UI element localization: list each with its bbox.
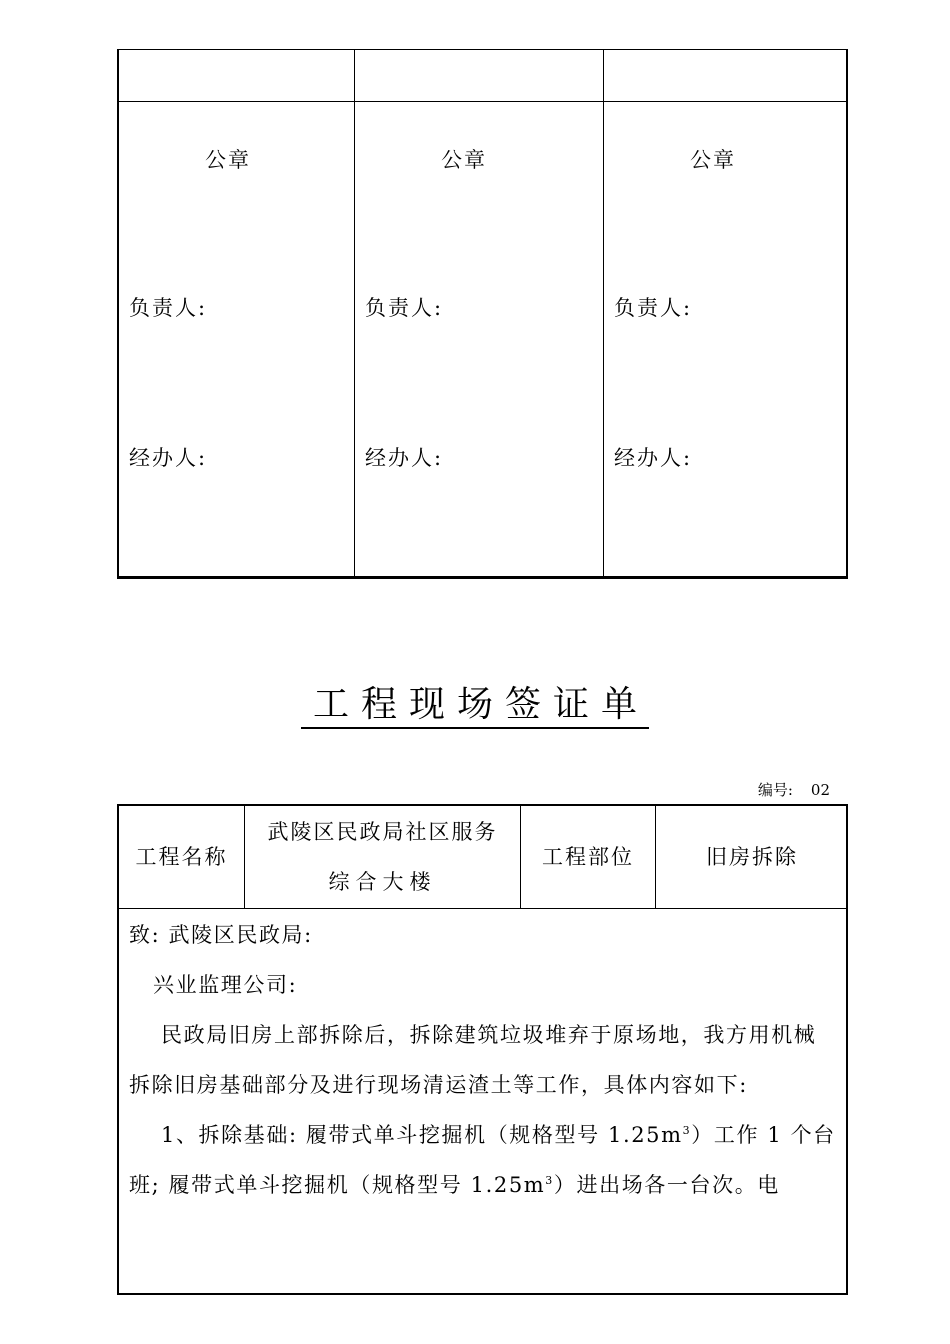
serial-value: 02	[810, 781, 830, 799]
project-name-label: 工程名称	[135, 845, 228, 869]
project-part-value: 旧房拆除	[706, 845, 798, 869]
addressee-line: 致: 武陵区民政局:	[129, 923, 313, 947]
signature-cell	[119, 102, 354, 576]
visa-body	[129, 910, 836, 1210]
serial-number	[758, 779, 830, 800]
seal-label: 公章	[205, 148, 251, 172]
responsible-label: 负责人:	[365, 296, 444, 320]
responsible-label: 负责人:	[614, 296, 693, 320]
handler-label: 经办人:	[129, 446, 208, 470]
document-title: 工程现场签证单	[0, 676, 950, 727]
handler-label: 经办人:	[614, 446, 693, 470]
seal-label: 公章	[441, 148, 487, 172]
cc-line: 兴业监理公司:	[153, 973, 298, 997]
project-name-value: 武陵区民政局社区服务 综合大楼	[267, 820, 498, 894]
responsible-label: 负责人:	[129, 296, 208, 320]
serial-label: 编号:	[757, 781, 793, 799]
handler-label: 经办人:	[365, 446, 444, 470]
project-part-label: 工程部位	[542, 845, 634, 869]
item-1-paragraph: 1、拆除基础: 履带式单斗挖掘机（规格型号 $1.25m^3$）工作 1 个台班; 履带式单斗挖掘机（规格型号 $1.25m^3$）进出场各一台次。电	[129, 1123, 836, 1197]
seal-label: 公章	[690, 148, 736, 172]
signature-table-header-row	[119, 50, 846, 102]
signature-cell	[355, 102, 603, 576]
visa-form-table	[117, 804, 848, 1295]
signature-table	[117, 49, 848, 579]
signature-cell	[604, 102, 848, 576]
description-paragraph: 民政局旧房上部拆除后，拆除建筑垃圾堆弃于原场地，我方用机械拆除旧房基础部分及进行现场清运渣土等工作，具体内容如下:	[129, 1023, 817, 1097]
